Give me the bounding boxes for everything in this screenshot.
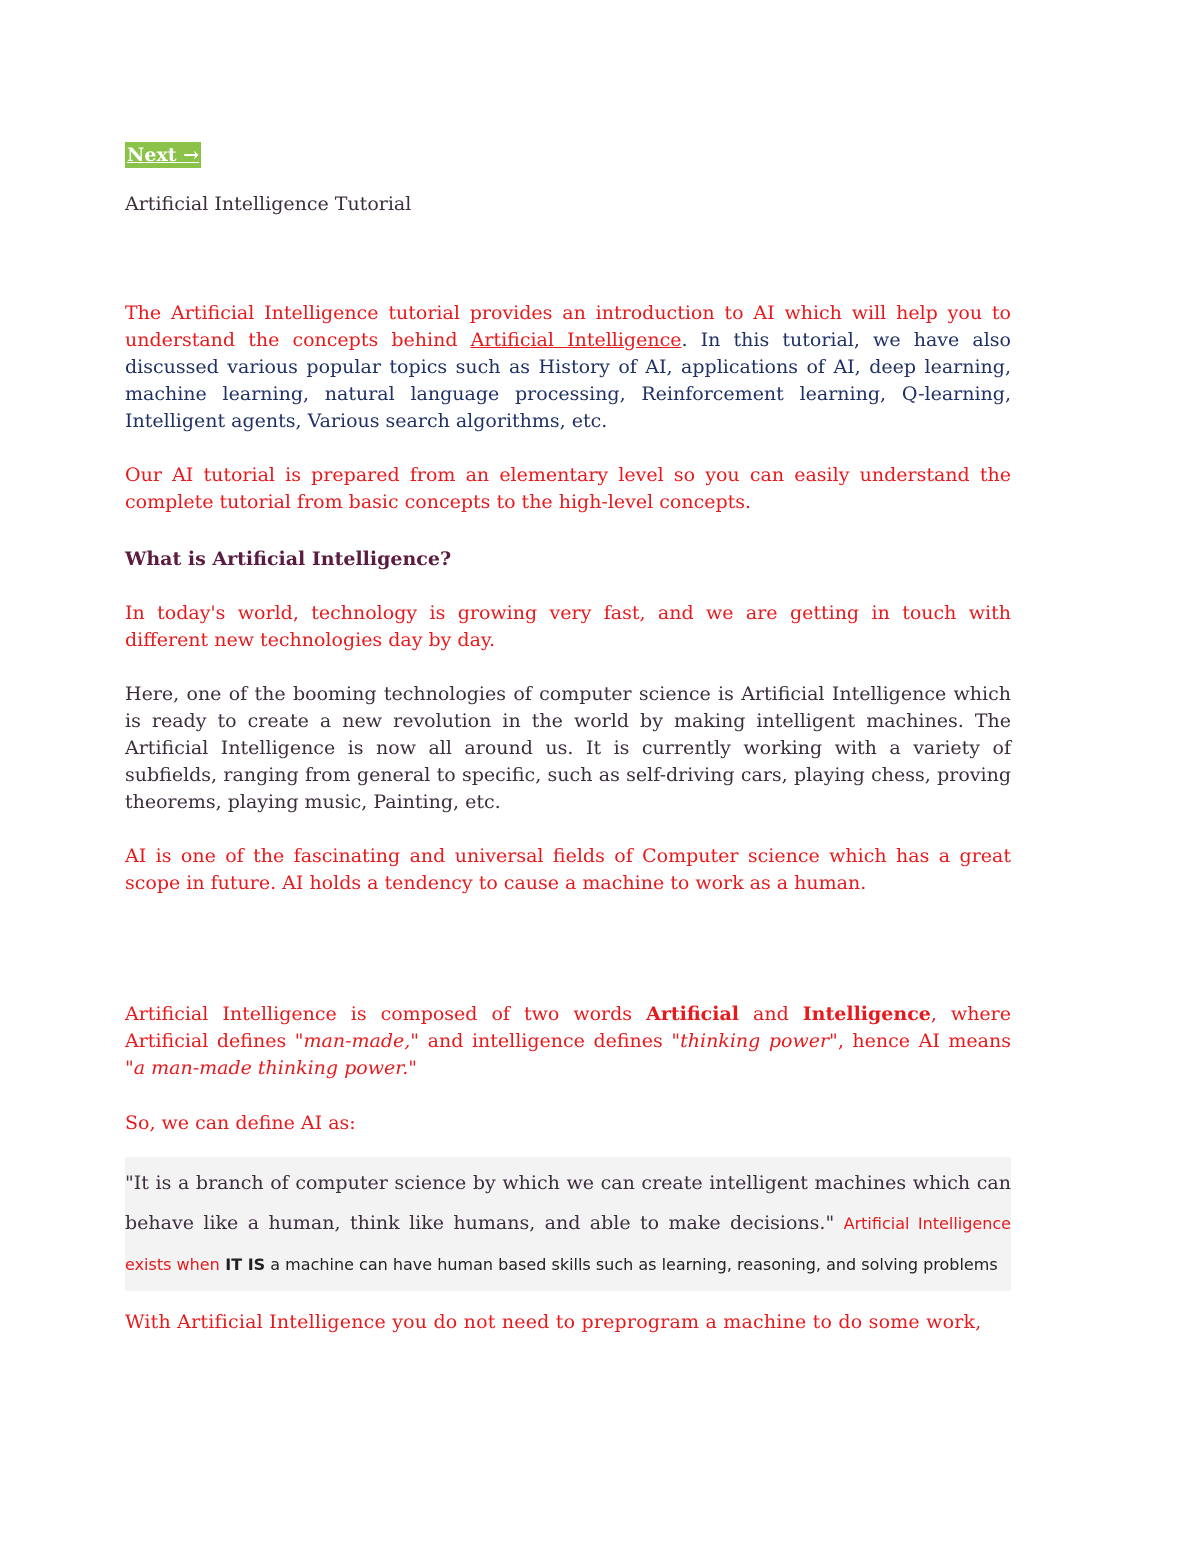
composition-text-3: , where Artificial defines bbox=[125, 1003, 1011, 1052]
quote-bold-text: IT IS bbox=[219, 1255, 266, 1274]
ai-link[interactable]: Artificial Intelligence bbox=[470, 329, 682, 351]
define-intro: So, we can define AI as: bbox=[125, 1112, 356, 1134]
composition-text-5: , hence AI means bbox=[837, 1030, 1011, 1052]
intro-red-text: The Artificial Intelligence tutorial provides an introduction to AI which will help you to understand the concepts behind bbox=[125, 302, 1011, 351]
word-intelligence: Intelligence bbox=[802, 1003, 931, 1025]
intro-navy-text: . In this tutorial, we have also discussed various popular topics such as History of AI, applications of AI, deep learning, machine learning, natural language processing, Reinforcement learning, Q-learning, Intelligent agents, Various search algorithms, etc. bbox=[125, 329, 1011, 432]
word-artificial: Artificial bbox=[646, 1003, 739, 1025]
intro-paragraph bbox=[125, 300, 1011, 435]
section-heading: What is Artificial Intelligence? bbox=[125, 548, 452, 570]
next-nav bbox=[125, 142, 1011, 169]
man-made-definition: "man-made," bbox=[294, 1030, 420, 1052]
thinking-power-definition: "thinking power" bbox=[671, 1030, 838, 1052]
definition-quote-box bbox=[125, 1157, 1011, 1291]
technology-paragraph: In today's world, technology is growing very fast, and we are getting in touch with different new technologies day by day. bbox=[125, 602, 1011, 651]
composition-text-4: and intelligence defines bbox=[419, 1030, 672, 1052]
booming-tech-paragraph: Here, one of the booming technologies of computer science is Artificial Intelligence which is ready to create a new revolution in the world by making intelligent machines. The Artificial Intelligence is now all around us. It is currently working with a variety of subfields, ranging from general to specific, such as self-driving cars, playing chess, proving theorems, playing music, Painting, etc. bbox=[125, 683, 1011, 813]
ai-meaning: "a man-made thinking power." bbox=[125, 1057, 417, 1079]
definition-quote bbox=[125, 1163, 1011, 1285]
quote-red-text: Artificial Intelligence exists when bbox=[125, 1214, 1011, 1274]
next-link[interactable]: Next → bbox=[127, 144, 200, 166]
quote-text: "It is a branch of computer science by which we can create intelligent machines which can behave like a human, think like humans, and able to make decisions." bbox=[125, 1172, 1011, 1234]
composition-text-1: Artificial Intelligence is composed of two words bbox=[125, 1003, 647, 1025]
tutorial-level-paragraph: Our AI tutorial is prepared from an elementary level so you can easily understand the complete tutorial from basic concepts to the high-level concepts. bbox=[125, 464, 1011, 513]
page-title: Artificial Intelligence Tutorial bbox=[125, 193, 412, 215]
composition-paragraph bbox=[125, 1001, 1011, 1082]
preprogram-paragraph: With Artificial Intelligence you do not need to preprogram a machine to do some work, bbox=[125, 1311, 982, 1333]
document-body bbox=[125, 142, 1011, 1336]
composition-text-2: and bbox=[738, 1003, 803, 1025]
quote-rest-text: a machine can have human based skills such as learning, reasoning, and solving problems bbox=[265, 1255, 998, 1274]
fascinating-fields-paragraph: AI is one of the fascinating and universal fields of Computer science which has a great scope in future. AI holds a tendency to cause a machine to work as a human. bbox=[125, 845, 1011, 894]
